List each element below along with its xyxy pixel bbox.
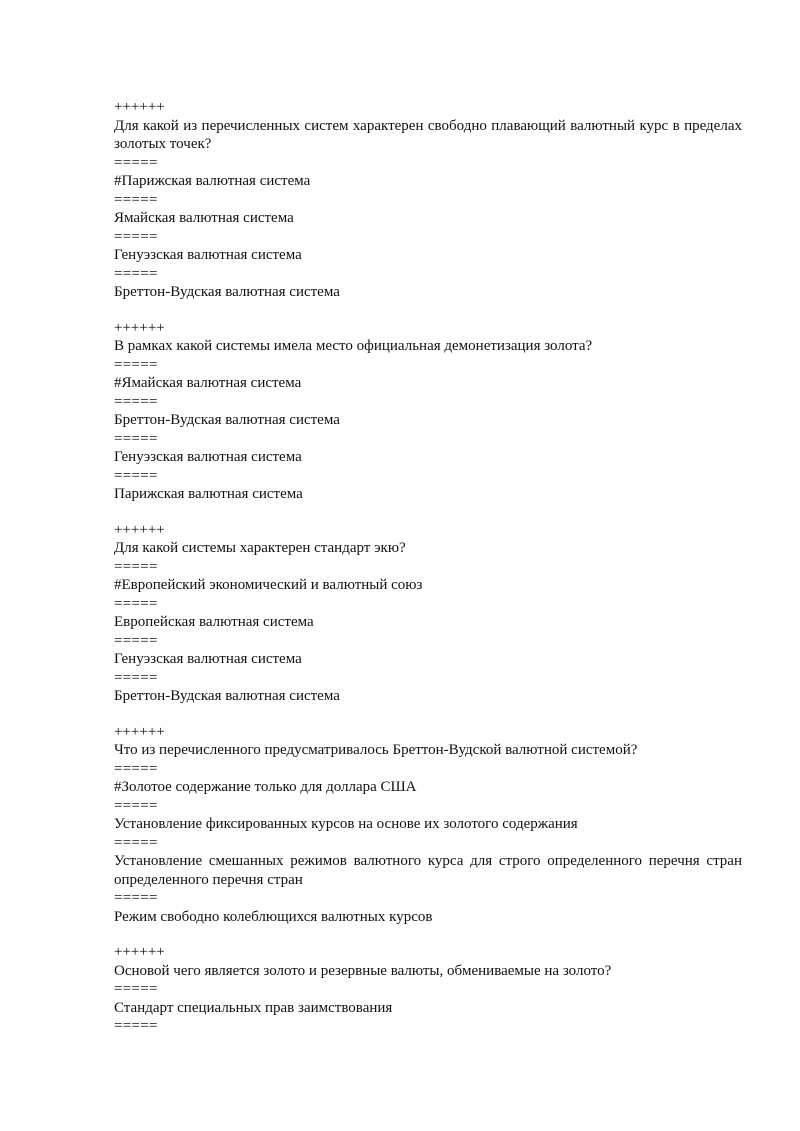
answer-separator: ===== <box>114 228 158 245</box>
answer-separator: ===== <box>114 890 158 906</box>
answer-separator: ===== <box>114 191 158 208</box>
answer-option: Установление фиксированных курсов на основе их золотого содержания <box>114 816 578 832</box>
question-marker: ++++++ <box>114 944 165 960</box>
answer-separator: ===== <box>114 356 158 373</box>
answer-separator: ===== <box>114 981 158 997</box>
question-text: Для какой системы характерен стандарт экю? <box>114 540 406 556</box>
answer-separator: ===== <box>114 669 158 686</box>
question-marker: ++++++ <box>114 319 165 336</box>
answer-separator: ===== <box>114 760 158 777</box>
answer-correct: #Парижская валютная система <box>114 173 311 189</box>
answer-separator: ===== <box>114 265 158 282</box>
answer-separator: ===== <box>114 154 158 171</box>
answer-option: Стандарт специальных прав заимствования <box>114 999 393 1016</box>
question-marker: ++++++ <box>114 521 165 538</box>
answer-option: Ямайская валютная система <box>114 210 294 226</box>
answer-option: Режим свободно колеблющихся валютных курсов <box>114 908 433 925</box>
question-text: Что из перечисленного предусматривалось Бреттон-Вудской валютной системой? <box>114 742 638 758</box>
answer-option: Генуэзская валютная система <box>114 651 302 667</box>
answer-option: Генуэзская валютная система <box>114 449 302 465</box>
answer-option: Парижская валютная система <box>114 486 303 502</box>
answer-option: Бреттон-Вудская валютная система <box>114 412 340 428</box>
answer-correct: #Европейский экономический и валютный союз <box>114 577 423 593</box>
answer-option: Генуэзская валютная система <box>114 247 302 263</box>
question-marker: ++++++ <box>114 99 165 115</box>
question-block <box>114 319 742 504</box>
question-block <box>114 943 742 1036</box>
answer-separator: ===== <box>114 393 158 410</box>
answer-option: Европейская валютная система <box>114 614 314 630</box>
answer-option: Установление смешанных режимов валютного курса для строго определенного перечня стран определенного перечня стран <box>114 853 742 888</box>
question-text: Основой чего является золото и резервные валюты, обмениваемые на золото? <box>114 962 612 979</box>
answer-option: Бреттон-Вудская валютная система <box>114 284 340 300</box>
answer-separator: ===== <box>114 430 158 447</box>
answer-separator: ===== <box>114 595 158 612</box>
answer-separator: ===== <box>114 558 158 575</box>
answer-correct: #Ямайская валютная система <box>114 375 302 391</box>
question-block <box>114 98 742 302</box>
question-text: Для какой из перечисленных систем характерен свободно плавающий валютный курс в пределах золотых точек? <box>114 117 742 152</box>
answer-separator: ===== <box>114 632 158 649</box>
question-marker: ++++++ <box>114 723 165 740</box>
answer-separator: ===== <box>114 467 158 484</box>
question-block <box>114 723 742 927</box>
answer-separator: ===== <box>114 834 158 851</box>
question-text: В рамках какой системы имела место официальная демонетизация золота? <box>114 338 593 354</box>
answer-separator: ===== <box>114 797 158 814</box>
answer-option: Бреттон-Вудская валютная система <box>114 688 340 704</box>
answer-correct: #Золотое содержание только для доллара США <box>114 779 417 795</box>
answer-separator: ===== <box>114 1018 158 1034</box>
question-block <box>114 521 742 706</box>
